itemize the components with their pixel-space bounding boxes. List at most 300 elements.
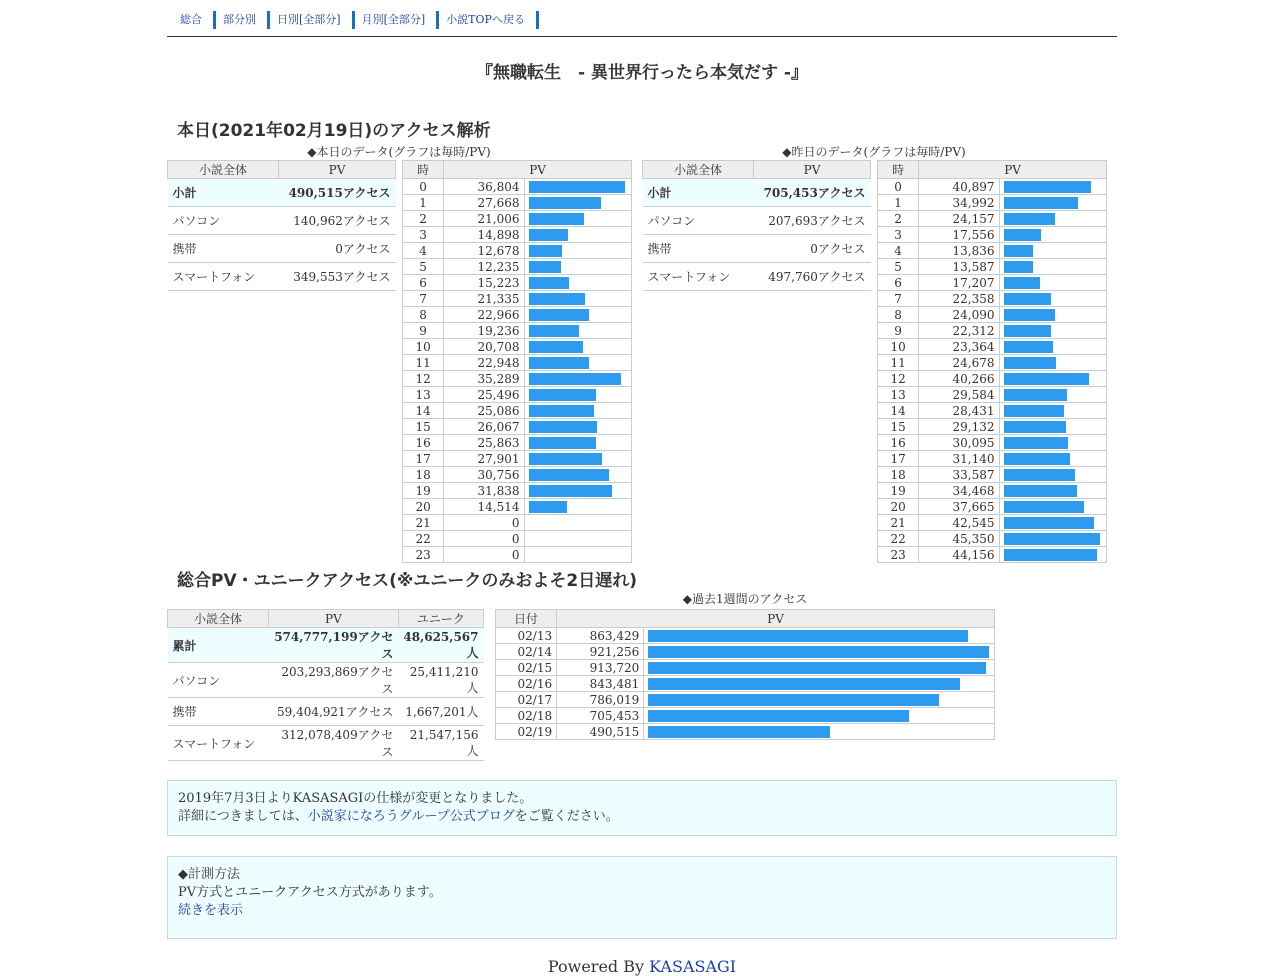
bar-cell	[524, 499, 631, 515]
pv-header: PV	[919, 161, 1107, 179]
hour-cell: 7	[403, 291, 444, 307]
pv-value-cell: 0	[444, 515, 524, 531]
pv-value-cell: 12,235	[444, 259, 524, 275]
summary-row	[168, 235, 396, 263]
pv-value-cell: 25,863	[444, 435, 524, 451]
bar-row	[496, 692, 995, 708]
bar-row	[403, 547, 632, 563]
pv-bar	[529, 421, 597, 433]
hour-cell: 21	[878, 515, 919, 531]
hour-cell: 9	[403, 323, 444, 339]
pv-bar	[648, 726, 830, 738]
pv-bar	[529, 309, 589, 321]
pv-value-cell: 29,584	[919, 387, 999, 403]
bar-cell	[524, 515, 631, 531]
hour-cell: 22	[878, 531, 919, 547]
bar-row	[878, 435, 1107, 451]
summary-label: スマートフォン	[643, 263, 754, 291]
bar-cell	[524, 227, 631, 243]
summary-value: 140,962アクセス	[279, 207, 396, 235]
bar-cell	[644, 724, 995, 740]
bar-cell	[524, 195, 631, 211]
summary-header-pv: PV	[754, 161, 871, 179]
bar-row	[878, 227, 1107, 243]
total-unique: 25,411,210人	[398, 663, 483, 698]
bar-row	[496, 660, 995, 676]
pv-bar	[1004, 373, 1089, 385]
bar-cell	[524, 243, 631, 259]
bar-row	[403, 179, 632, 195]
bar-cell	[999, 243, 1106, 259]
bar-cell	[524, 531, 631, 547]
pv-value-cell: 27,901	[444, 451, 524, 467]
hour-cell: 20	[403, 499, 444, 515]
hour-cell: 14	[403, 403, 444, 419]
bar-cell	[524, 307, 631, 323]
pv-bar	[529, 357, 589, 369]
pv-bar	[1004, 293, 1051, 305]
bar-cell	[524, 435, 631, 451]
bar-cell	[999, 515, 1106, 531]
bar-row	[496, 708, 995, 724]
pv-value-cell: 14,898	[444, 227, 524, 243]
date-cell: 02/14	[496, 644, 557, 660]
bar-cell	[999, 259, 1106, 275]
bar-cell	[524, 275, 631, 291]
pv-bar	[529, 261, 561, 273]
hour-cell: 8	[403, 307, 444, 323]
pv-value-cell: 13,836	[919, 243, 999, 259]
hour-header: 時	[403, 161, 444, 179]
hour-cell: 5	[403, 259, 444, 275]
pv-value-cell: 490,515	[557, 724, 644, 740]
pv-bar	[1004, 437, 1068, 449]
bar-row	[878, 339, 1107, 355]
nav-link-monthly[interactable]: 月別[全部分]	[361, 13, 426, 26]
pv-bar	[648, 694, 939, 706]
bar-cell	[524, 355, 631, 371]
pv-value-cell: 705,453	[557, 708, 644, 724]
pv-bar	[648, 710, 909, 722]
total-row	[168, 698, 484, 726]
summary-label: スマートフォン	[168, 263, 279, 291]
total-row	[168, 663, 484, 698]
bar-row	[878, 243, 1107, 259]
bar-row	[878, 195, 1107, 211]
bar-cell	[999, 419, 1106, 435]
bar-row	[403, 435, 632, 451]
summary-label: パソコン	[643, 207, 754, 235]
bar-cell	[524, 547, 631, 563]
hour-cell: 23	[403, 547, 444, 563]
nav-link-by-part[interactable]: 部分別	[223, 13, 256, 26]
bar-cell	[644, 644, 995, 660]
pv-value-cell: 20,708	[444, 339, 524, 355]
kasasagi-link[interactable]: KASASAGI	[649, 957, 737, 976]
pv-value-cell: 22,966	[444, 307, 524, 323]
bar-row	[403, 499, 632, 515]
pv-value-cell: 31,140	[919, 451, 999, 467]
bar-cell	[524, 387, 631, 403]
bar-row	[403, 291, 632, 307]
bar-cell	[999, 435, 1106, 451]
hour-cell: 23	[878, 547, 919, 563]
summary-value: 207,693アクセス	[754, 207, 871, 235]
bar-cell	[999, 355, 1106, 371]
pv-value-cell: 13,587	[919, 259, 999, 275]
method-text: PV方式とユニークアクセス方式があります。	[178, 885, 442, 900]
nav-link-overall[interactable]: 総合	[180, 13, 202, 26]
summary-label: 小計	[643, 179, 754, 207]
bar-cell	[524, 467, 631, 483]
bar-row	[878, 547, 1107, 563]
total-label: パソコン	[168, 663, 269, 698]
bar-row	[403, 531, 632, 547]
bar-row	[403, 451, 632, 467]
footer-prefix: Powered By	[547, 957, 650, 976]
pv-bar	[1004, 261, 1033, 273]
pv-bar	[529, 245, 562, 257]
hour-cell: 1	[878, 195, 919, 211]
bar-row	[878, 483, 1107, 499]
pv-bar	[1004, 181, 1091, 193]
bar-cell	[999, 291, 1106, 307]
bar-row	[403, 195, 632, 211]
total-unique: 1,667,201人	[398, 698, 483, 726]
pv-value-cell: 40,266	[919, 371, 999, 387]
bar-cell	[524, 371, 631, 387]
bar-row	[403, 387, 632, 403]
pv-bar	[529, 197, 601, 209]
notice-line2-pre: 詳細につきましては、	[178, 809, 308, 824]
pv-bar	[1004, 229, 1041, 241]
bar-row	[403, 403, 632, 419]
bar-cell	[999, 227, 1106, 243]
pv-value-cell: 921,256	[557, 644, 644, 660]
bar-cell	[524, 419, 631, 435]
pv-bar	[529, 501, 567, 513]
bar-cell	[524, 323, 631, 339]
total-header-pv: PV	[269, 610, 399, 628]
pv-bar	[1004, 421, 1066, 433]
bar-row	[878, 291, 1107, 307]
hour-cell: 16	[403, 435, 444, 451]
week-pv-header: PV	[557, 610, 995, 628]
summary-label: 携帯	[643, 235, 754, 263]
pv-value-cell: 22,312	[919, 323, 999, 339]
hour-cell: 19	[878, 483, 919, 499]
pv-value-cell: 24,678	[919, 355, 999, 371]
pv-bar	[529, 453, 602, 465]
bar-row	[878, 531, 1107, 547]
pv-value-cell: 21,006	[444, 211, 524, 227]
pv-bar	[529, 389, 596, 401]
hour-cell: 5	[878, 259, 919, 275]
bar-cell	[644, 628, 995, 644]
summary-row	[643, 207, 871, 235]
yesterday-caption: ◆昨日のデータ(グラフは毎時/PV)	[782, 145, 966, 159]
hour-cell: 12	[403, 371, 444, 387]
bar-cell	[999, 323, 1106, 339]
pv-bar	[1004, 357, 1056, 369]
bar-row	[403, 515, 632, 531]
pv-bar	[1004, 325, 1051, 337]
hour-cell: 3	[403, 227, 444, 243]
pv-value-cell: 27,668	[444, 195, 524, 211]
hour-cell: 16	[878, 435, 919, 451]
total-heading: 総合PV・ユニークアクセス(※ユニークのみおよそ2日遅れ)	[177, 571, 637, 591]
hour-cell: 14	[878, 403, 919, 419]
hour-cell: 12	[878, 371, 919, 387]
bar-row	[878, 499, 1107, 515]
total-pv: 203,293,869アクセス	[269, 663, 399, 698]
show-more-link[interactable]: 続きを表示	[178, 903, 244, 918]
pv-value-cell: 42,545	[919, 515, 999, 531]
hour-cell: 1	[403, 195, 444, 211]
summary-row	[643, 263, 871, 291]
summary-header-pv: PV	[279, 161, 396, 179]
bar-row	[403, 355, 632, 371]
bar-row	[878, 403, 1107, 419]
bar-row	[403, 467, 632, 483]
pv-bar	[529, 373, 621, 385]
pv-bar	[529, 277, 569, 289]
summary-row	[168, 179, 396, 207]
pv-value-cell: 44,156	[919, 547, 999, 563]
hour-cell: 17	[403, 451, 444, 467]
bar-row	[496, 724, 995, 740]
pv-value-cell: 26,067	[444, 419, 524, 435]
pv-bar	[529, 325, 579, 337]
bar-cell	[999, 179, 1106, 195]
bar-cell	[999, 483, 1106, 499]
hour-cell: 4	[403, 243, 444, 259]
bar-row	[403, 275, 632, 291]
summary-row	[168, 263, 396, 291]
pv-bar	[529, 181, 625, 193]
pv-value-cell: 36,804	[444, 179, 524, 195]
summary-label: パソコン	[168, 207, 279, 235]
spec-change-notice	[167, 780, 1117, 836]
bar-cell	[999, 307, 1106, 323]
official-blog-link[interactable]: 小説家になろうグループ公式ブログ	[307, 809, 515, 824]
total-row	[168, 628, 484, 663]
bar-row	[878, 355, 1107, 371]
summary-value: 497,760アクセス	[754, 263, 871, 291]
summary-label: 携帯	[168, 235, 279, 263]
pv-bar	[1004, 245, 1033, 257]
pv-value-cell: 30,095	[919, 435, 999, 451]
notice-line2	[178, 808, 1106, 826]
pv-bar	[1004, 453, 1070, 465]
hour-cell: 7	[878, 291, 919, 307]
bar-cell	[999, 387, 1106, 403]
pv-value-cell: 28,431	[919, 403, 999, 419]
bar-row	[403, 419, 632, 435]
nav-link-novel-top[interactable]: 小説TOPへ戻る	[446, 13, 525, 26]
week-table	[495, 609, 995, 740]
hour-cell: 6	[403, 275, 444, 291]
today-hourly-table	[402, 160, 632, 563]
hour-cell: 0	[403, 179, 444, 195]
week-caption: ◆過去1週間のアクセス	[682, 592, 808, 606]
hour-cell: 10	[878, 339, 919, 355]
total-pv: 312,078,409アクセス	[269, 726, 399, 761]
notice-line1: 2019年7月3日よりKASASAGIの仕様が変更となりました。	[178, 791, 533, 806]
bar-row	[403, 323, 632, 339]
pv-value-cell: 45,350	[919, 531, 999, 547]
measurement-method-box	[167, 856, 1117, 939]
hour-cell: 15	[403, 419, 444, 435]
yesterday-hourly-table	[877, 160, 1107, 563]
date-cell: 02/13	[496, 628, 557, 644]
novel-title: 『無職転生 - 異世界行ったら本気だす -』	[476, 63, 808, 83]
pv-value-cell: 24,090	[919, 307, 999, 323]
hour-cell: 11	[878, 355, 919, 371]
pv-bar	[648, 662, 986, 674]
bar-row	[878, 419, 1107, 435]
summary-value: 349,553アクセス	[279, 263, 396, 291]
bar-cell	[524, 483, 631, 499]
bar-cell	[999, 451, 1106, 467]
pv-bar	[1004, 517, 1094, 529]
pv-value-cell: 31,838	[444, 483, 524, 499]
pv-bar	[1004, 405, 1064, 417]
bar-row	[878, 259, 1107, 275]
nav-link-daily[interactable]: 日別[全部分]	[277, 13, 341, 26]
pv-bar	[1004, 213, 1055, 225]
bar-row	[496, 644, 995, 660]
pv-bar	[1004, 485, 1077, 497]
bar-cell	[999, 339, 1106, 355]
bar-cell	[644, 660, 995, 676]
total-label: スマートフォン	[168, 726, 269, 761]
bar-row	[878, 371, 1107, 387]
hour-cell: 9	[878, 323, 919, 339]
bar-row	[403, 211, 632, 227]
pv-value-cell: 12,678	[444, 243, 524, 259]
pv-bar	[529, 293, 585, 305]
date-header: 日付	[496, 610, 557, 628]
today-caption: ◆本日のデータ(グラフは毎時/PV)	[307, 145, 491, 159]
summary-row	[643, 179, 871, 207]
hour-cell: 13	[878, 387, 919, 403]
pv-value-cell: 34,992	[919, 195, 999, 211]
pv-value-cell: 15,223	[444, 275, 524, 291]
summary-label: 小計	[168, 179, 279, 207]
pv-bar	[529, 469, 609, 481]
pv-value-cell: 17,556	[919, 227, 999, 243]
total-summary-table	[167, 609, 484, 761]
hour-header: 時	[878, 161, 919, 179]
pv-value-cell: 24,157	[919, 211, 999, 227]
pv-value-cell: 863,429	[557, 628, 644, 644]
hour-cell: 18	[878, 467, 919, 483]
bar-cell	[524, 291, 631, 307]
hour-cell: 19	[403, 483, 444, 499]
bar-cell	[524, 179, 631, 195]
pv-value-cell: 33,587	[919, 467, 999, 483]
bar-cell	[999, 467, 1106, 483]
pv-bar	[1004, 389, 1067, 401]
hour-cell: 13	[403, 387, 444, 403]
pv-value-cell: 22,358	[919, 291, 999, 307]
today-summary-table	[167, 160, 396, 291]
bar-row	[878, 451, 1107, 467]
bar-cell	[524, 211, 631, 227]
pv-value-cell: 25,496	[444, 387, 524, 403]
pv-bar	[529, 485, 612, 497]
bar-row	[403, 259, 632, 275]
pv-value-cell: 0	[444, 531, 524, 547]
pv-value-cell: 0	[444, 547, 524, 563]
today-heading: 本日(2021年02月19日)のアクセス解析	[177, 121, 491, 141]
bar-cell	[524, 339, 631, 355]
hour-cell: 21	[403, 515, 444, 531]
pv-bar	[1004, 309, 1055, 321]
total-label: 携帯	[168, 698, 269, 726]
bar-row	[496, 628, 995, 644]
pv-value-cell: 23,364	[919, 339, 999, 355]
bar-row	[403, 243, 632, 259]
summary-value: 705,453アクセス	[754, 179, 871, 207]
pv-value-cell: 37,665	[919, 499, 999, 515]
summary-header-whole: 小説全体	[168, 161, 279, 179]
bar-cell	[999, 275, 1106, 291]
bar-cell	[999, 499, 1106, 515]
pv-bar	[529, 213, 584, 225]
bar-cell	[999, 371, 1106, 387]
hour-cell: 0	[878, 179, 919, 195]
date-cell: 02/16	[496, 676, 557, 692]
total-pv: 574,777,199アクセス	[269, 628, 399, 663]
hour-cell: 22	[403, 531, 444, 547]
date-cell: 02/15	[496, 660, 557, 676]
hour-cell: 2	[403, 211, 444, 227]
bar-cell	[999, 403, 1106, 419]
method-title: ◆計測方法	[178, 867, 240, 882]
pv-bar	[529, 341, 583, 353]
bar-row	[403, 307, 632, 323]
pv-value-cell: 19,236	[444, 323, 524, 339]
bar-row	[403, 483, 632, 499]
bar-row	[403, 227, 632, 243]
notice-line2-post: をご覧ください。	[514, 809, 619, 824]
bar-row	[403, 371, 632, 387]
bar-row	[878, 211, 1107, 227]
bar-row	[878, 467, 1107, 483]
date-cell: 02/17	[496, 692, 557, 708]
bar-cell	[644, 692, 995, 708]
hour-cell: 11	[403, 355, 444, 371]
pv-bar	[529, 437, 596, 449]
summary-value: 490,515アクセス	[279, 179, 396, 207]
pv-bar	[648, 646, 989, 658]
summary-value: 0アクセス	[279, 235, 396, 263]
pv-header: PV	[444, 161, 632, 179]
pv-bar	[1004, 549, 1097, 561]
hour-cell: 4	[878, 243, 919, 259]
hour-cell: 3	[878, 227, 919, 243]
hour-cell: 18	[403, 467, 444, 483]
total-unique: 48,625,567人	[398, 628, 483, 663]
hour-cell: 6	[878, 275, 919, 291]
pv-value-cell: 913,720	[557, 660, 644, 676]
top-nav	[167, 0, 1117, 37]
pv-bar	[529, 405, 594, 417]
hour-cell: 17	[878, 451, 919, 467]
hour-cell: 20	[878, 499, 919, 515]
